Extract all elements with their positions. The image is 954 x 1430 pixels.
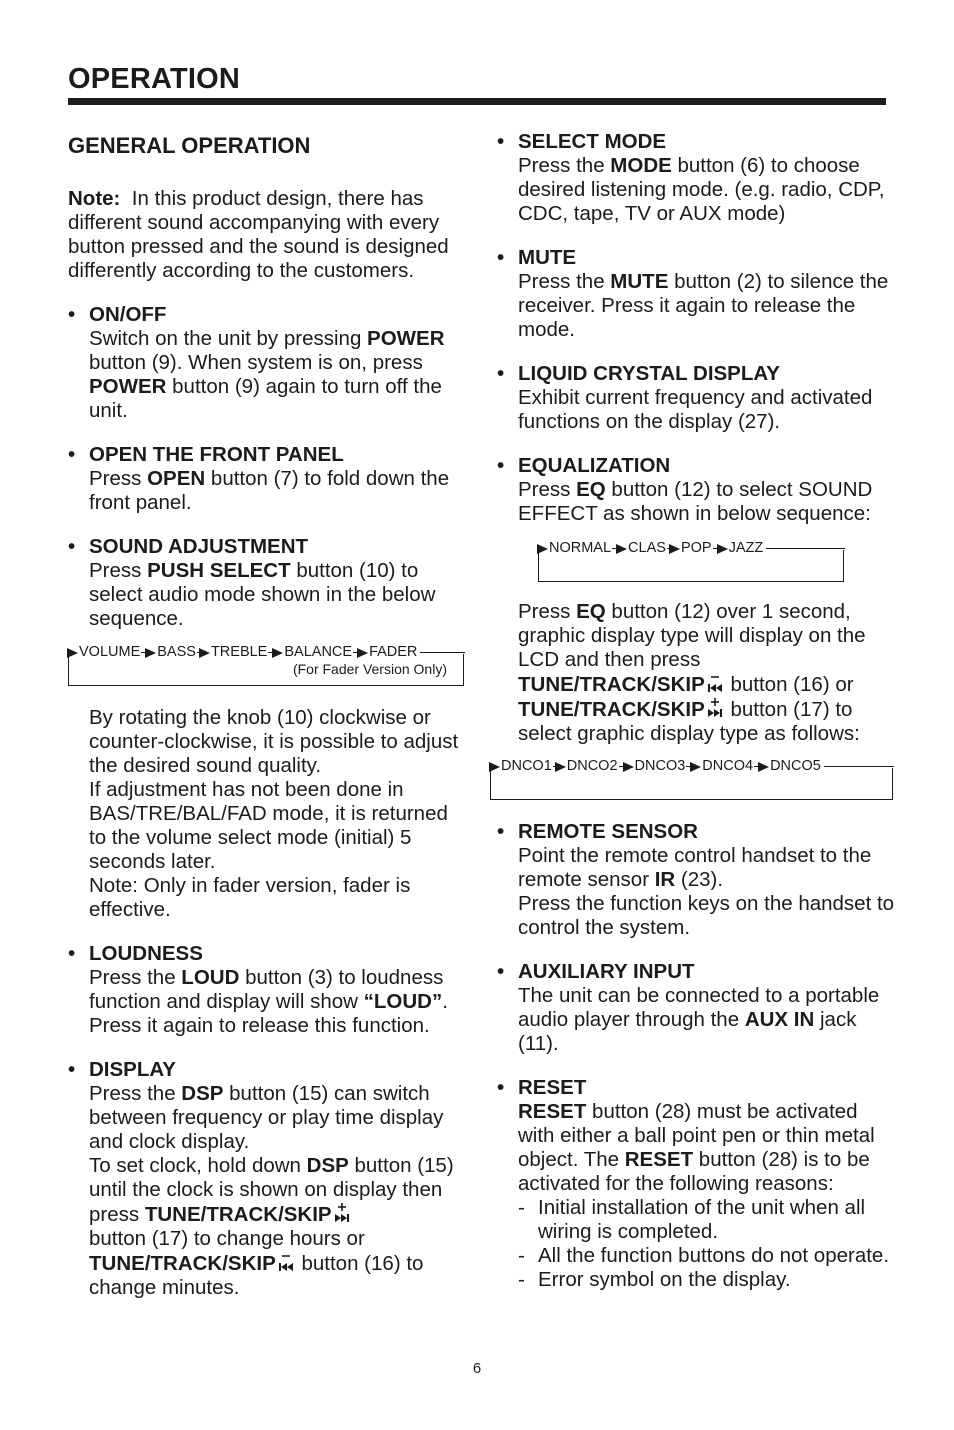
sequence-row (67, 644, 465, 661)
sequence-step: TREBLE (210, 644, 268, 660)
sequence-step: DNCO2 (566, 758, 618, 774)
arrow-icon (758, 762, 769, 772)
sequence-note: (For Fader Version Only) (292, 661, 447, 677)
item-title: ON/OFF (89, 303, 167, 326)
item-title: AUXILIARY INPUT (518, 960, 695, 983)
bullet-icon: • (497, 454, 505, 477)
item-body: Exhibit current frequency and activated functions on the display (27). (518, 386, 873, 433)
item-lcd (497, 362, 897, 434)
arrow-icon (537, 544, 548, 554)
bullet-icon: • (497, 1076, 505, 1099)
item-body: RESET button (28) must be activated with either a ball point pen or thin metal object. The RESET button (28) is to be activated for the following reasons: (518, 1100, 875, 1195)
sequence-step: CLAS (628, 540, 666, 556)
left-column (68, 130, 460, 1320)
item-body: Press the MODE button (6) to choose desired listening mode. (e.g. radio, CDP, CDC, tape, TV or AUX mode) (518, 154, 885, 225)
arrow-icon (555, 762, 566, 772)
note-text: In this product design, there has different sound accompanying with every button pressed and the sound is designed differently according to the customers. (68, 187, 449, 282)
arrow-icon (623, 762, 634, 772)
item-mute (497, 246, 897, 342)
page-title: OPERATION (68, 63, 241, 95)
item-reset (497, 1076, 897, 1292)
item-body-2: To set clock, hold down DSP button (15) until the clock is shown on display then press TUNE/TRACK/SKIP button (17) to change hours or TUNE/TRACK/SKIP button (16) to change minutes. (89, 1154, 454, 1299)
item-loudness (68, 942, 460, 1038)
arrow-icon (145, 648, 156, 658)
sequence-step: DNCO3 (634, 758, 686, 774)
sequence-step: POP (680, 540, 712, 556)
item-title: OPEN THE FRONT PANEL (89, 443, 344, 466)
sound-details (68, 706, 460, 922)
skip-forward-icon (333, 1202, 351, 1224)
page-number: 6 (472, 1360, 482, 1377)
arrow-icon (690, 762, 701, 772)
skip-back-icon (706, 672, 724, 694)
bullet-icon: • (497, 246, 505, 269)
arrow-icon (357, 648, 368, 658)
item-auxiliary-input (497, 960, 897, 1056)
sequence-step: NORMAL (549, 540, 612, 556)
item-body: The unit can be connected to a portable audio player through the AUX IN jack (11). (518, 984, 880, 1055)
skip-forward-icon (706, 697, 724, 719)
arrow-icon (199, 648, 210, 658)
item-body: Press the LOUD button (3) to loudness function and display will show “LOUD”. Press it again to release this function. (89, 966, 448, 1037)
bullet-icon: • (497, 362, 505, 385)
item-body: Press PUSH SELECT button (10) to select audio mode shown in the below sequence. (89, 559, 436, 630)
item-front-panel (68, 443, 460, 515)
skip-back-icon (277, 1251, 295, 1273)
sound-detail-1: By rotating the knob (10) clockwise or counter-clockwise, it is possible to adjust the desired sound quality. (89, 706, 459, 777)
item-body: Switch on the unit by pressing POWER button (9). When system is on, press POWER button (9) again to turn off the unit. (89, 327, 445, 422)
item-on-off (68, 303, 460, 423)
item-title: LIQUID CRYSTAL DISPLAY (518, 362, 780, 385)
arrow-icon (669, 544, 680, 554)
note-label: Note: (68, 187, 121, 210)
sequence-step: JAZZ (728, 540, 764, 556)
sequence-row (537, 540, 845, 557)
sound-detail-2: If adjustment has not been done in BAS/TRE/BAL/FAD mode, it is returned to the volume select mode (initial) 5 seconds later. (89, 778, 448, 873)
item-title: RESET (518, 1076, 587, 1099)
sequence-step: DNCO1 (501, 758, 552, 774)
sequence-step: DNCO5 (770, 758, 821, 774)
arrow-icon (67, 648, 78, 658)
bullet-icon: • (68, 443, 76, 466)
header-rule (68, 98, 886, 105)
arrow-icon (616, 544, 627, 554)
sequence-step: VOLUME (79, 644, 141, 660)
reset-reason: - All the function buttons do not operate. (518, 1244, 890, 1267)
arrow-icon (717, 544, 728, 554)
item-body: Point the remote control handset to the remote sensor IR (23). (518, 844, 872, 891)
item-title: SOUND ADJUSTMENT (89, 535, 309, 558)
bullet-icon: • (68, 535, 76, 558)
eq-sequence-diagram (538, 540, 844, 582)
arrow-icon (489, 762, 500, 772)
item-title: LOUDNESS (89, 942, 203, 965)
item-body-2: Press the function keys on the handset to control the system. (518, 892, 895, 939)
sound-detail-3: Note: Only in fader version, fader is effective. (89, 874, 411, 921)
item-select-mode (497, 130, 897, 226)
item-body-2: Press EQ button (12) over 1 second, graphic display type will display on the LCD and then press TUNE/TRACK/SKIP button (16) or TUNE/TRACK/SKIP button (17) to select graphic display type as follows: (518, 600, 866, 745)
item-display (68, 1058, 460, 1300)
item-remote-sensor (497, 820, 897, 940)
bullet-icon: • (497, 820, 505, 843)
arrow-icon (272, 648, 283, 658)
note-paragraph (68, 187, 460, 283)
sequence-step: DNCO4 (702, 758, 754, 774)
sequence-step: BALANCE (284, 644, 353, 660)
bullet-icon: • (68, 1058, 76, 1081)
bullet-icon: • (68, 303, 76, 326)
sound-sequence-diagram (68, 644, 464, 686)
sequence-row (489, 758, 894, 775)
section-title: GENERAL OPERATION (68, 133, 311, 158)
reset-reason: - Error symbol on the display. (518, 1268, 791, 1291)
bullet-icon: • (68, 942, 76, 965)
item-sound-adjustment (68, 535, 460, 631)
bullet-icon: • (497, 960, 505, 983)
sequence-step: FADER (369, 644, 418, 660)
item-body: Press the MUTE button (2) to silence the receiver. Press it again to release the mode. (518, 270, 889, 341)
right-column (497, 130, 897, 1312)
item-body: Press EQ button (12) to select SOUND EFFECT as shown in below sequence: (518, 478, 873, 525)
bullet-icon: • (497, 130, 505, 153)
item-title: SELECT MODE (518, 130, 667, 153)
item-title: REMOTE SENSOR (518, 820, 698, 843)
item-body: Press OPEN button (7) to fold down the front panel. (89, 467, 450, 514)
page-header (68, 62, 886, 96)
sequence-step: BASS (157, 644, 196, 660)
item-title: DISPLAY (89, 1058, 176, 1081)
item-equalization (497, 454, 897, 746)
item-title: EQUALIZATION (518, 454, 671, 477)
item-body: Press the DSP button (15) can switch between frequency or play time display and clock display. (89, 1082, 444, 1153)
reset-reason: - Initial installation of the unit when all wiring is completed. (518, 1196, 866, 1243)
item-title: MUTE (518, 246, 577, 269)
dnco-sequence-diagram (490, 758, 893, 800)
